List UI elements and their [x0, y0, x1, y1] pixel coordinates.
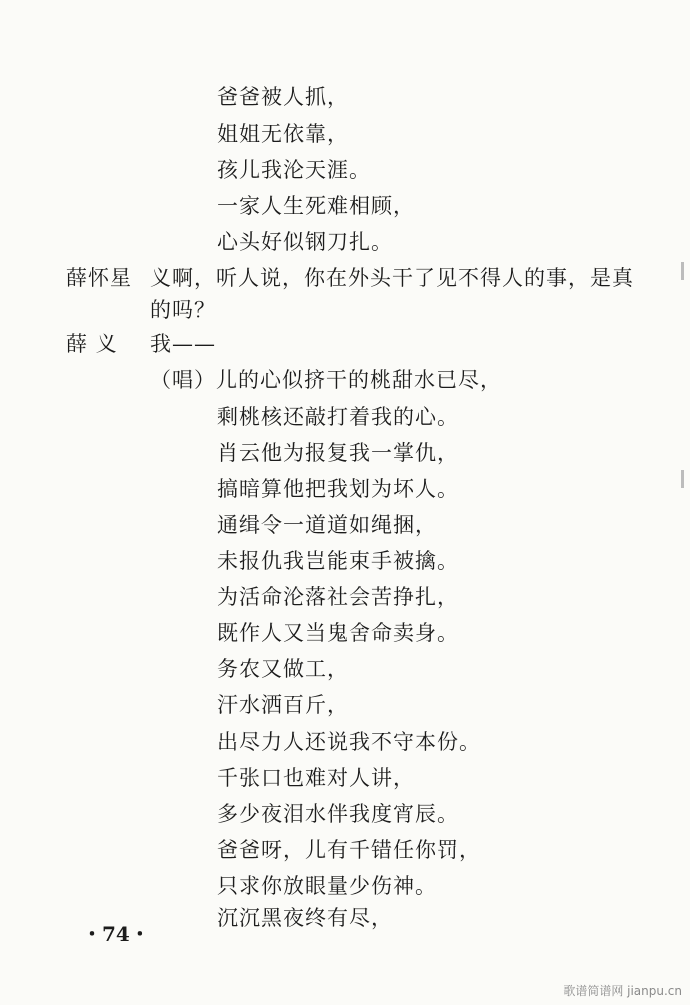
verse-line: 只求你放眼量少伤神。: [217, 874, 437, 898]
verse-line: 未报仇我岂能束手被擒。: [217, 549, 459, 573]
verse-line: 姐姐无依靠，: [217, 122, 349, 146]
verse-line: 为活命沦落社会苦挣扎，: [217, 585, 459, 609]
page-number: ・74・: [82, 922, 150, 946]
dialogue-line: 我——: [150, 332, 216, 356]
verse-line: 千张口也难对人讲，: [217, 766, 415, 790]
verse-line: 搞暗算他把我划为坏人。: [217, 477, 459, 501]
verse-line: 孩儿我沦天涯。: [217, 158, 371, 182]
song-intro-line: （唱）儿的心似挤干的桃甜水已尽，: [150, 368, 502, 392]
verse-line: 出尽力人还说我不守本份。: [217, 730, 481, 754]
watermark: 歌谱简谱网 jianpu.cn: [563, 984, 682, 998]
scan-edge-mark: [681, 470, 684, 488]
verse-line: 一家人生死难相顾，: [217, 194, 415, 218]
verse-line: 爸爸呀，儿有千错任你罚，: [217, 838, 481, 862]
speaker-name: 薛 义: [66, 332, 118, 356]
speaker-name: 薛怀星: [66, 266, 132, 290]
scan-edge-mark: [681, 262, 684, 280]
verse-line: 既作人又当鬼舍命卖身。: [217, 621, 459, 645]
verse-line: 剩桃核还敲打着我的心。: [217, 405, 459, 429]
verse-line: 通缉令一道道如绳捆，: [217, 513, 437, 537]
verse-line: 心头好似钢刀扎。: [217, 230, 393, 254]
verse-line: 爸爸被人抓，: [217, 85, 349, 109]
verse-line: 沉沉黑夜终有尽，: [217, 906, 393, 930]
verse-line: 多少夜泪水伴我度宵辰。: [217, 802, 459, 826]
verse-line: 务农又做工，: [217, 657, 349, 681]
dialogue-line: 的吗？: [150, 298, 216, 322]
dialogue-line: 义啊，听人说，你在外头干了见不得人的事，是真: [150, 266, 634, 290]
verse-line: 肖云他为报复我一掌仇，: [217, 441, 459, 465]
verse-line: 汗水洒百斤，: [217, 693, 349, 717]
